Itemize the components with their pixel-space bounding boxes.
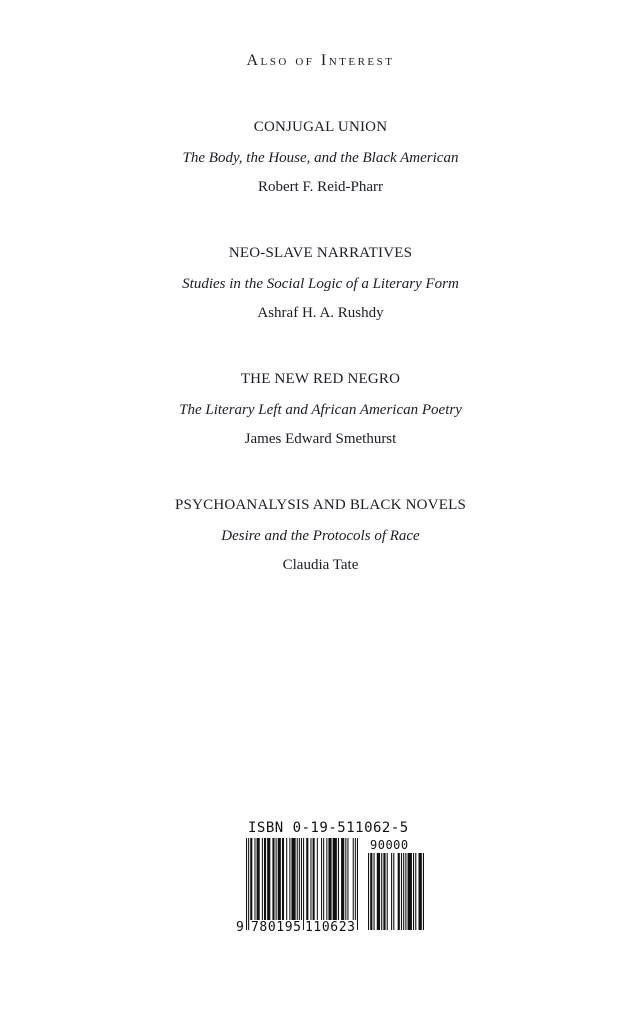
barcode-addon-digits: 90000 — [370, 838, 409, 852]
barcode-main-bars — [246, 838, 358, 930]
barcode-bar — [353, 838, 354, 920]
book-entry-2 — [0, 243, 641, 323]
barcode-bar — [370, 853, 372, 930]
barcode-bar — [377, 853, 380, 930]
barcode-bar — [264, 838, 266, 920]
barcode-bar — [383, 853, 385, 930]
barcode-bar — [250, 838, 252, 920]
barcode-bar — [357, 838, 358, 930]
barcode-bar — [313, 838, 315, 920]
isbn-barcode — [236, 820, 436, 940]
barcode-bar — [297, 838, 298, 920]
section-heading: Also of Interest — [246, 52, 395, 69]
barcode-bar — [398, 853, 400, 930]
barcode-bar — [387, 853, 388, 930]
barcode-bar — [301, 838, 302, 930]
barcode-bar — [355, 838, 356, 930]
book-title: CONJUGAL UNION — [253, 119, 388, 135]
barcode-bar — [368, 853, 369, 930]
barcode-bar — [289, 838, 290, 920]
barcode-bar — [345, 838, 346, 920]
barcode-bar — [419, 853, 422, 930]
barcode-bar — [413, 853, 414, 930]
ean-left-group: 780195 — [251, 920, 302, 935]
barcode-bar — [286, 838, 287, 920]
book-title: THE NEW RED NEGRO — [240, 371, 401, 387]
ean-right-group: 110623 — [305, 920, 356, 935]
barcode-bar — [405, 853, 406, 930]
book-author: Robert F. Reid-Pharr — [257, 179, 384, 195]
barcode-bar — [262, 838, 263, 920]
barcode-bar — [299, 838, 300, 930]
barcode-bar — [323, 838, 324, 920]
ean-first-digit: 9 — [236, 920, 244, 935]
book-entry-3 — [0, 369, 641, 449]
book-author: James Edward Smethurst — [244, 431, 397, 447]
barcode-bar — [267, 838, 270, 920]
barcode-bar — [291, 838, 295, 920]
book-author: Claudia Tate — [282, 557, 359, 573]
barcode-bar — [403, 853, 404, 930]
book-author: Ashraf H. A. Rushdy — [257, 305, 384, 321]
barcode-bar — [310, 838, 311, 920]
book-subtitle: Desire and the Protocols of Race — [221, 528, 420, 544]
barcode-bar — [278, 838, 281, 920]
barcode-bar — [333, 838, 337, 920]
book-subtitle: Studies in the Social Logic of a Literary Form — [182, 276, 459, 292]
barcode-bar — [254, 838, 255, 920]
book-entry-1 — [0, 117, 641, 197]
barcode-addon-bars — [368, 853, 424, 930]
barcode-bar — [408, 853, 412, 930]
barcode-bar — [423, 853, 424, 930]
barcode-bar — [306, 838, 308, 920]
barcode-bar — [248, 838, 249, 930]
barcode-bar — [321, 838, 322, 920]
isbn-number: ISBN 0-19-511062-5 — [248, 820, 409, 836]
barcode-bar — [257, 838, 260, 920]
barcode-bar — [326, 838, 327, 920]
book-title: PSYCHOANALYSIS AND BLACK NOVELS — [175, 497, 466, 513]
book-entry-4 — [0, 495, 641, 575]
barcode-bar — [381, 853, 382, 930]
book-subtitle: The Body, the House, and the Black American — [182, 150, 459, 166]
barcode-bar — [401, 853, 402, 930]
barcode-bar — [415, 853, 416, 930]
barcode-bar — [393, 853, 394, 930]
barcode-bar — [391, 853, 392, 930]
barcode-bar — [246, 838, 247, 930]
barcode-bar — [347, 838, 348, 920]
barcode-bar — [317, 838, 318, 920]
barcode-bar — [303, 838, 304, 930]
barcode-bar — [373, 853, 374, 930]
barcode-bar — [276, 838, 277, 920]
barcode-bar — [272, 838, 274, 920]
book-title: NEO-SLAVE NARRATIVES — [228, 245, 413, 261]
barcode-bar — [328, 838, 331, 920]
barcode-bar — [282, 838, 284, 920]
book-subtitle: The Literary Left and African American Poetry — [179, 402, 462, 418]
barcode-bar — [341, 838, 344, 920]
barcode-bar — [338, 838, 339, 920]
